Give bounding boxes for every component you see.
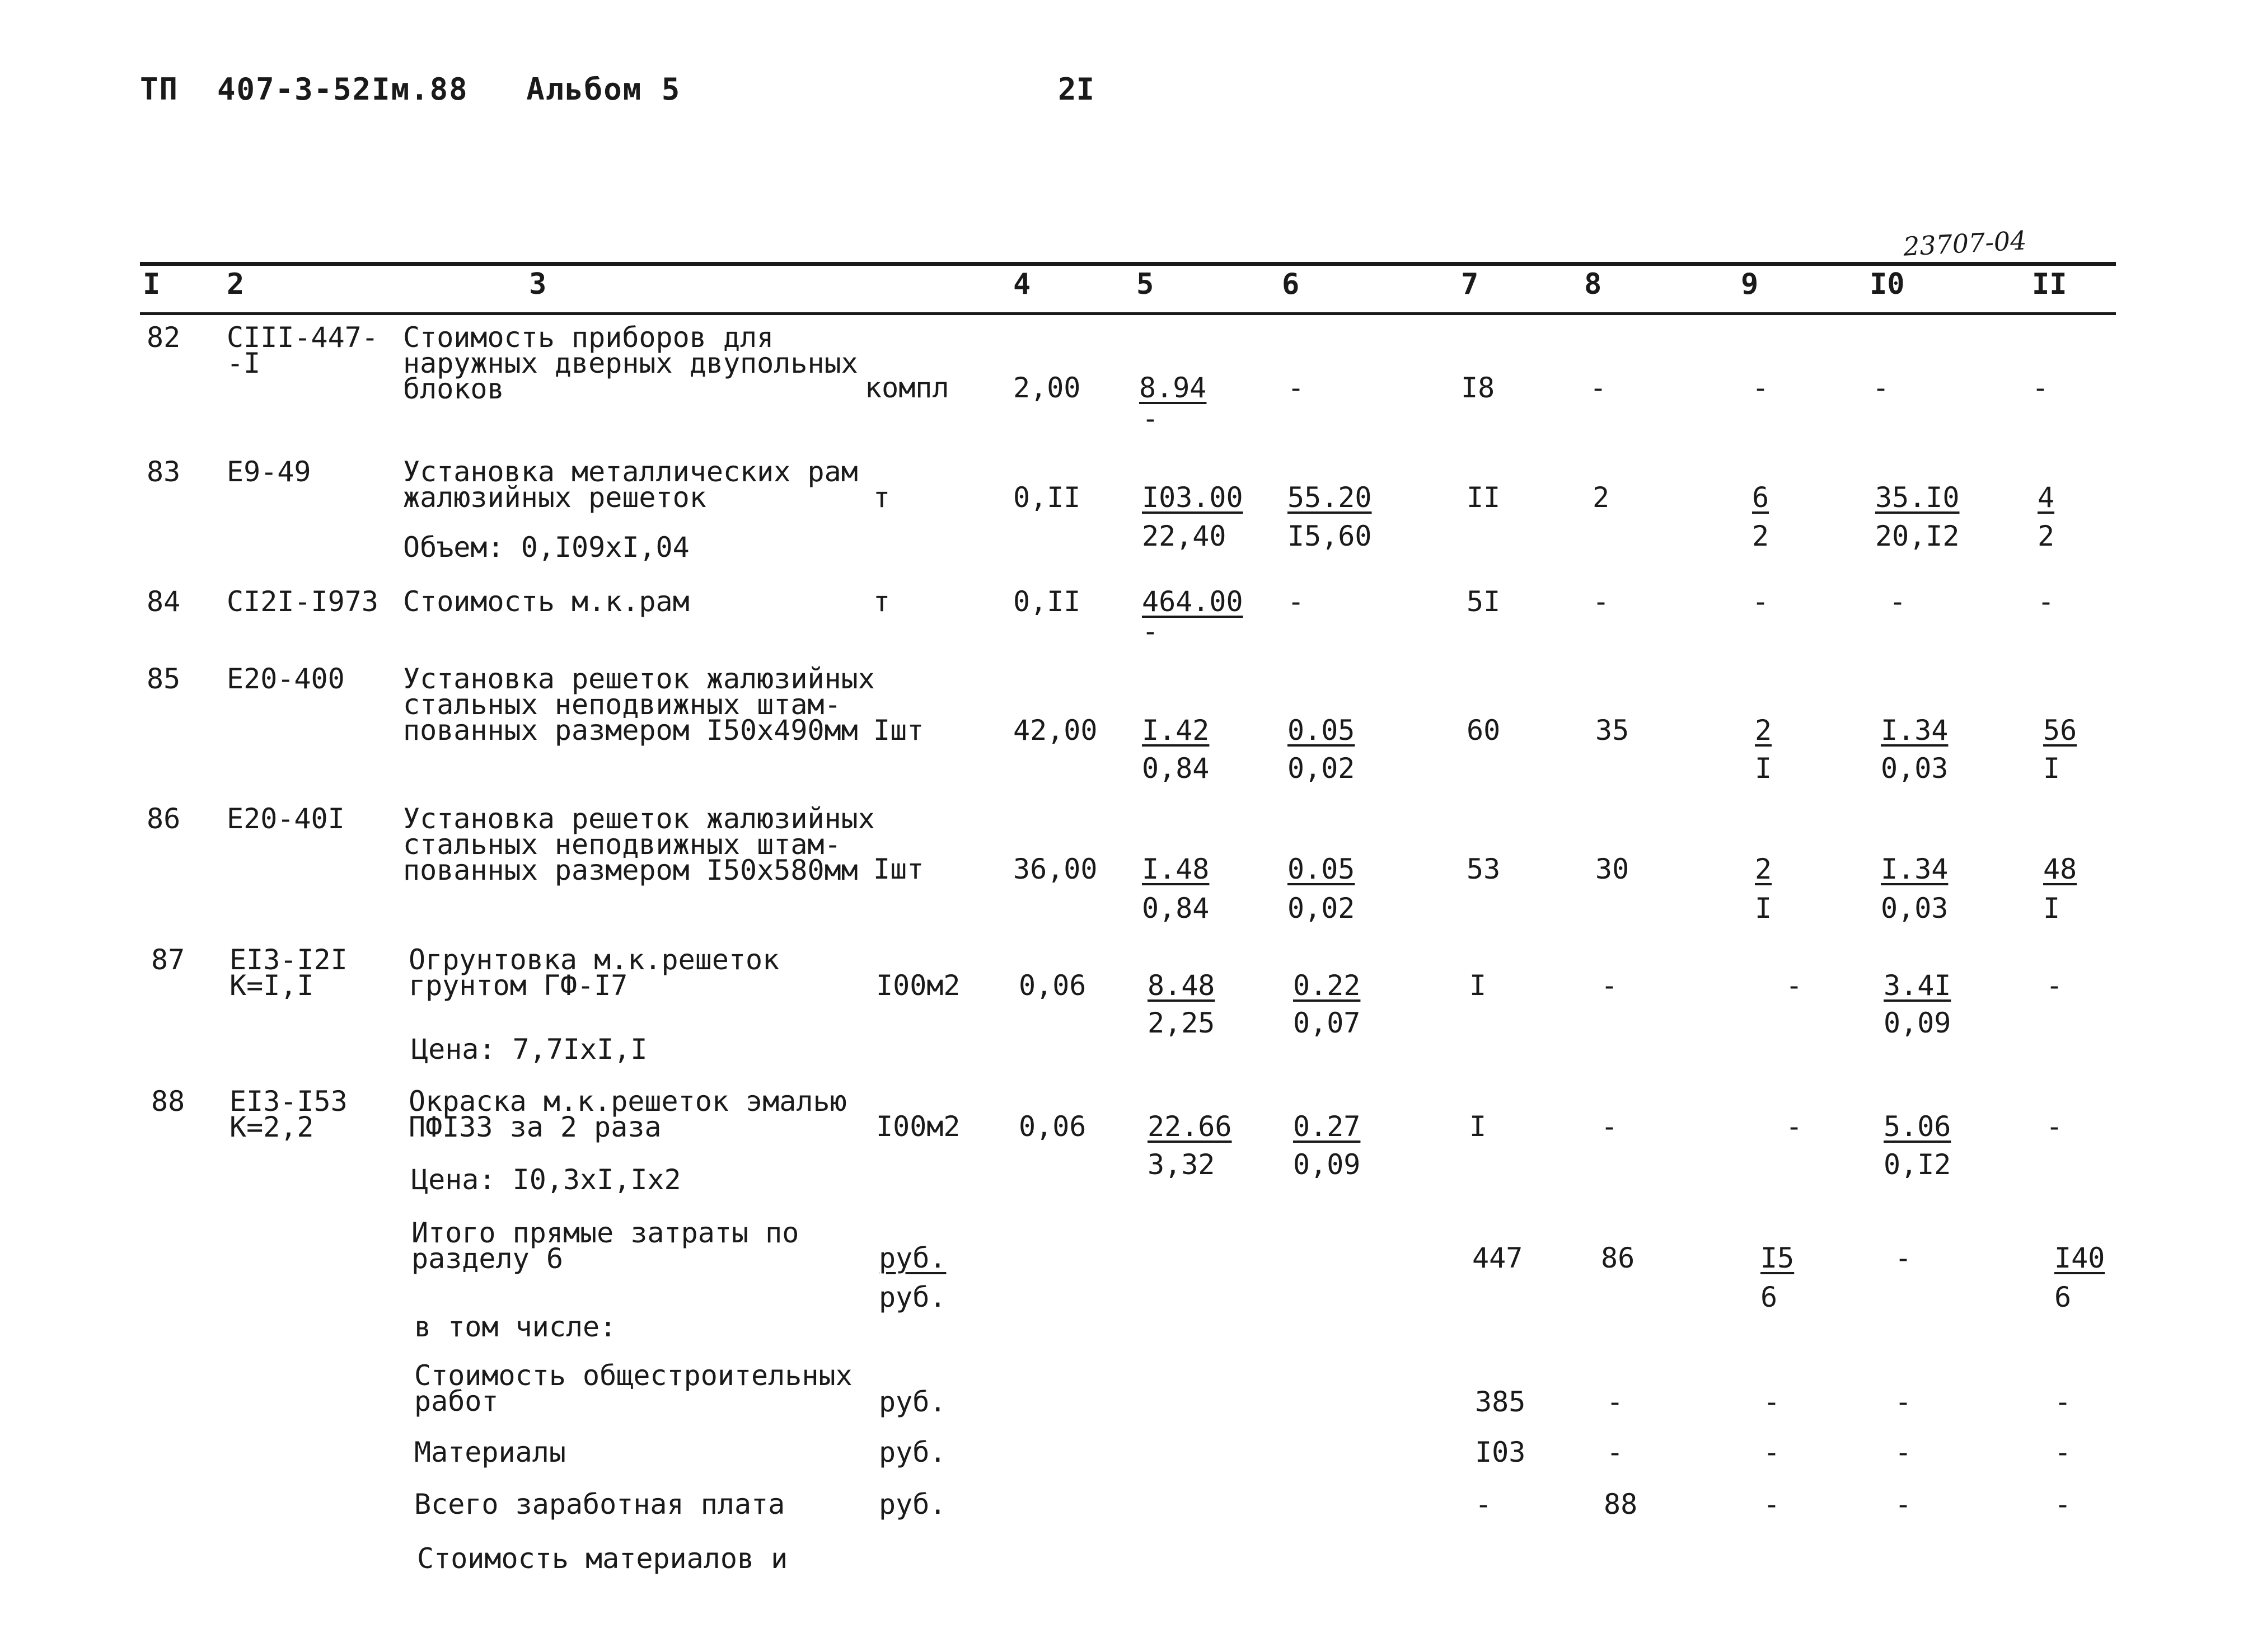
col8: - — [1601, 1110, 1618, 1143]
row-number: 83 — [147, 456, 181, 488]
col10-bottom: 0,03 — [1881, 752, 1949, 785]
summary-unit: руб. — [879, 1242, 947, 1274]
quantity: 0,II — [1013, 481, 1081, 514]
summary-label: Стоимость общестроительных работ — [414, 1359, 853, 1418]
col5-bottom: - — [1142, 402, 1159, 435]
row-number: 87 — [151, 944, 185, 976]
summary-label: Итого прямые затраты по разделу 6 — [411, 1217, 799, 1275]
summary-col10: - — [1895, 1386, 1912, 1418]
col8: - — [1593, 585, 1610, 618]
col10-top: - — [1872, 372, 1890, 404]
col6-top: - — [1287, 372, 1305, 404]
col5-top: 464.00 — [1142, 585, 1243, 618]
summary-col10: - — [1895, 1242, 1912, 1274]
col10-bottom: 20,I2 — [1875, 520, 1960, 552]
col11-top: 48 — [2043, 853, 2077, 885]
col10-bottom: 0,I2 — [1884, 1148, 1951, 1181]
col9-top: - — [1786, 1110, 1803, 1143]
row-number: 86 — [147, 802, 181, 835]
unit: компл — [865, 372, 949, 404]
col9-top: 2 — [1755, 714, 1772, 747]
col-header-11: II — [2032, 267, 2067, 301]
summary-col10: - — [1895, 1488, 1912, 1520]
unit: I00м2 — [876, 969, 961, 1002]
col8: 30 — [1595, 853, 1629, 885]
summary-col8: - — [1607, 1436, 1624, 1468]
col6-bottom: 0,07 — [1293, 1007, 1361, 1039]
summary-label: Всего заработная плата — [414, 1488, 785, 1520]
col-header-2: 2 — [227, 267, 245, 301]
quantity: 0,06 — [1019, 969, 1086, 1002]
summary-col7: 447 — [1472, 1242, 1523, 1274]
col11-top: - — [2038, 585, 2055, 618]
col7: 60 — [1467, 714, 1501, 747]
work-description: Окраска м.к.решеток эмалью ПФI33 за 2 раза — [409, 1085, 847, 1143]
col10-top: - — [1889, 585, 1907, 618]
col9-bottom: I — [1755, 752, 1772, 785]
unit: т — [873, 481, 891, 514]
col10-top: I.34 — [1881, 853, 1949, 885]
col5-bottom: - — [1142, 615, 1159, 647]
work-description: Установка решеток жалюзийных стальных неподвижных штам- пованных размером I50x580мм — [403, 802, 875, 886]
col7: I8 — [1461, 372, 1495, 404]
summary-col8: 88 — [1604, 1488, 1638, 1520]
summary-col10: - — [1895, 1436, 1912, 1468]
work-description: Стоимость м.к.рам — [403, 585, 690, 618]
col9-top: 2 — [1755, 853, 1772, 885]
summary-unit: руб. — [879, 1488, 947, 1520]
col11-bottom: I — [2043, 752, 2060, 785]
col5-top: 22.66 — [1148, 1110, 1232, 1143]
col6-top: 0.05 — [1287, 853, 1355, 885]
row-number: 84 — [147, 585, 181, 618]
col5-bottom: 3,32 — [1148, 1148, 1215, 1181]
quantity: 0,06 — [1019, 1110, 1086, 1143]
col-header-9: 9 — [1741, 267, 1759, 301]
col7: 5I — [1467, 585, 1501, 618]
col7: 53 — [1467, 853, 1501, 885]
volume-note: Объем: 0,I09xI,04 — [403, 531, 690, 564]
summary-col11-bottom: 6 — [2054, 1281, 2072, 1313]
col-header-7: 7 — [1461, 267, 1479, 301]
quantity: 42,00 — [1013, 714, 1098, 747]
handwritten-stamp: 23707-04 — [1902, 225, 2027, 262]
summary-col11-top: I40 — [2054, 1242, 2105, 1274]
col10-bottom: 0,09 — [1884, 1007, 1951, 1039]
rate-code: E20-40I — [227, 802, 345, 835]
col6-bottom: 0,09 — [1293, 1148, 1361, 1181]
summary-col9-top: - — [1763, 1436, 1781, 1468]
col5-top: I03.00 — [1142, 481, 1243, 514]
col9-bottom: I — [1755, 892, 1772, 924]
unit: I00м2 — [876, 1110, 961, 1143]
col7: II — [1467, 481, 1501, 514]
rate-code: EI3-I53 K=2,2 — [230, 1085, 348, 1143]
col8: 35 — [1595, 714, 1629, 747]
col9-top: - — [1786, 969, 1803, 1002]
work-description: Огрунтовка м.к.решеток грунтом ГФ-I7 — [409, 944, 780, 1002]
col10-top: 3.4I — [1884, 969, 1951, 1002]
col5-bottom: 2,25 — [1148, 1007, 1215, 1039]
col8: - — [1590, 372, 1607, 404]
summary-label: Материалы — [414, 1436, 566, 1468]
col-header-8: 8 — [1584, 267, 1602, 301]
summary-unit: руб. — [879, 1436, 947, 1468]
col6-top: 0.27 — [1293, 1110, 1361, 1143]
rate-code: CIII-447- -I — [227, 321, 378, 379]
col10-top: 5.06 — [1884, 1110, 1951, 1143]
col-header-5: 5 — [1136, 267, 1154, 301]
row-number: 85 — [147, 663, 181, 695]
col6-bottom: I5,60 — [1287, 520, 1372, 552]
col5-bottom: 0,84 — [1142, 752, 1210, 785]
summary-col8: 86 — [1601, 1242, 1635, 1274]
col10-bottom: 0,03 — [1881, 892, 1949, 924]
summary-col9-bottom: 6 — [1760, 1281, 1778, 1313]
col6-top: 55.20 — [1287, 481, 1372, 514]
col9-top: - — [1752, 585, 1769, 618]
summary-col9-top: - — [1763, 1386, 1781, 1418]
col10-top: I.34 — [1881, 714, 1949, 747]
summary-col9-top: I5 — [1760, 1242, 1795, 1274]
col6-bottom: 0,02 — [1287, 752, 1355, 785]
summary-col8: - — [1607, 1386, 1624, 1418]
col-header-6: 6 — [1282, 267, 1300, 301]
rate-code: E20-400 — [227, 663, 345, 695]
col6-top: - — [1287, 585, 1305, 618]
price-note: Цена: I0,3xI,Ix2 — [411, 1163, 681, 1196]
col8: 2 — [1593, 481, 1610, 514]
summary-unit: руб. — [879, 1386, 947, 1418]
unit: Iшт — [873, 853, 924, 885]
col11-top: - — [2032, 372, 2049, 404]
col11-top: 4 — [2038, 481, 2055, 514]
summary-col7: I03 — [1475, 1436, 1526, 1468]
col-header-1: I — [143, 267, 161, 301]
col9-top: 6 — [1752, 481, 1769, 514]
col6-top: 0.22 — [1293, 969, 1361, 1002]
rate-code: CI2I-I973 — [227, 585, 378, 618]
col6-bottom: 0,02 — [1287, 892, 1355, 924]
table-header-rule — [140, 312, 2116, 315]
col5-top: I.48 — [1142, 853, 1210, 885]
col11-top: 56 — [2043, 714, 2077, 747]
col5-bottom: 0,84 — [1142, 892, 1210, 924]
col-header-3: 3 — [529, 267, 547, 301]
quantity: 36,00 — [1013, 853, 1098, 885]
col11-top: - — [2046, 1110, 2063, 1143]
col9-bottom: 2 — [1752, 520, 1769, 552]
document-code: ТП 407-3-52Iм.88 Альбом 5 — [140, 72, 681, 107]
unit: Iшт — [873, 714, 924, 747]
col5-top: 8.48 — [1148, 969, 1215, 1002]
summary-col11-top: - — [2054, 1386, 2072, 1418]
work-description: Стоимость приборов для наружных дверных двупольных блоков — [403, 321, 858, 405]
work-description: Установка решеток жалюзийных стальных неподвижных штам- пованных размером I50x490мм — [403, 663, 875, 747]
col5-top: I.42 — [1142, 714, 1210, 747]
col7: I — [1469, 969, 1487, 1002]
summary-label: в том числе: — [414, 1311, 617, 1343]
row-number: 82 — [147, 321, 181, 354]
col-header-10: I0 — [1870, 267, 1905, 301]
summary-col11-top: - — [2054, 1488, 2072, 1520]
quantity: 0,II — [1013, 585, 1081, 618]
summary-col7: 385 — [1475, 1386, 1526, 1418]
summary-col9-top: - — [1763, 1488, 1781, 1520]
price-note: Цена: 7,7IxI,I — [411, 1033, 648, 1066]
summary-label: Стоимость материалов и — [417, 1542, 788, 1575]
col9-top: - — [1752, 372, 1769, 404]
work-description: Установка металлических рам жалюзийных решеток — [403, 456, 858, 514]
col11-top: - — [2046, 969, 2063, 1002]
col11-bottom: I — [2043, 892, 2060, 924]
quantity: 2,00 — [1013, 372, 1081, 404]
summary-col7: - — [1475, 1488, 1492, 1520]
col-header-4: 4 — [1013, 267, 1031, 301]
col11-bottom: 2 — [2038, 520, 2055, 552]
col5-bottom: 22,40 — [1142, 520, 1226, 552]
col8: - — [1601, 969, 1618, 1002]
col7: I — [1469, 1110, 1487, 1143]
table-top-rule — [140, 262, 2116, 266]
summary-col11-top: - — [2054, 1436, 2072, 1468]
summary-unit-second: руб. — [879, 1281, 947, 1313]
rate-code: EI3-I2I K=I,I — [230, 944, 348, 1002]
row-number: 88 — [151, 1085, 185, 1118]
col10-top: 35.I0 — [1875, 481, 1960, 514]
page-number: 2I — [1058, 72, 1095, 107]
rate-code: E9-49 — [227, 456, 311, 488]
col6-top: 0.05 — [1287, 714, 1355, 747]
unit: т — [873, 585, 891, 618]
col5-top: 8.94 — [1139, 372, 1207, 404]
